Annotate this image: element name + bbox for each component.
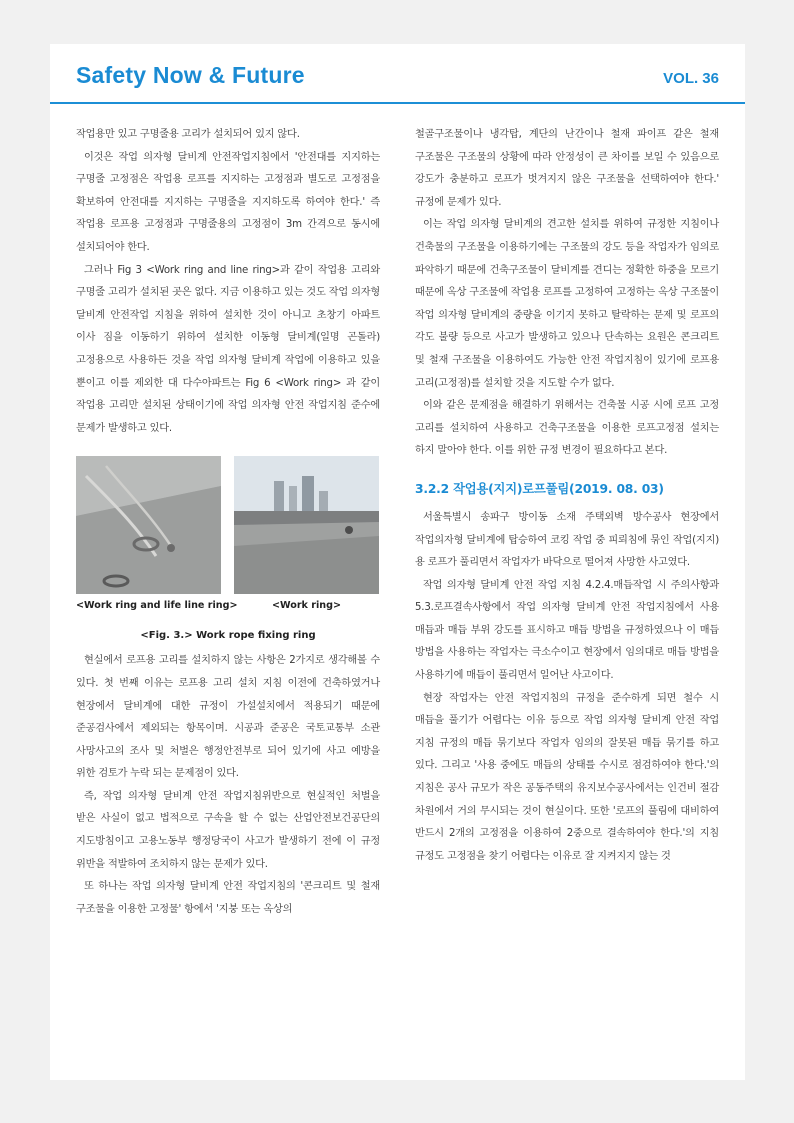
figure-block [76, 450, 380, 650]
paragraph: 서울특별시 송파구 방이동 소재 주택외벽 방수공사 현장에서 작업의자형 달비계에 탑승하여 코킹 작업 중 피뢰침에 묶인 작업(지지)용 로프가 풀리면서 작업자가 바닥으로 떨어져 사망한 사고였다. [415, 511, 719, 569]
page-header [50, 44, 745, 104]
photo-work-ring-and-life-line-ring [76, 456, 221, 594]
figure-caption: <Work ring> [271, 600, 342, 612]
magazine-title: Safety Now & Future [76, 62, 305, 88]
right-column [415, 124, 719, 868]
paragraph: 그러나 Fig 3 <Work ring and line ring>과 같이 작업용 고리와 구명줄 고리가 설치된 곳은 없다. 지금 이용하고 있는 것도 작업 의자형 달비계 안전작업 지침을 위하여 설치한 것이 아니고 초창기 아파트 이사 짐을 이동하기 위하여 설치한 이동형 달비계(일명 곤돌라) 고정용으로 사용하든 것을 작업 의자형 달비계 작업에 이용하고 있을 뿐이고 이를 제외한 대 다수아파트는 Fig 6 <Work ring> 과 같이 작업용 고리만 설치된 상태이기에 작업 의자형 안전 작업지침 준수에 문제가 발생하고 있다. [76, 264, 380, 434]
paragraph: 철골구조물이나 냉각탑, 계단의 난간이나 철재 파이프 같은 철재 구조물은 구조물의 상황에 따라 안정성이 큰 차이를 보일 수 있음으로 강도가 충분하고 로프가 벗겨지지 않은 구조물을 선택하여야 한다.' 규정에 문제가 있다. [415, 129, 719, 208]
volume-number: VOL. 36 [663, 70, 719, 87]
paragraph: 또 하나는 작업 의자형 달비계 안전 작업지침의 '콘크리트 및 철재 구조물을 이용한 고정물' 항에서 '지붕 또는 옥상의 [76, 881, 380, 915]
paragraph: 현실에서 로프용 고리를 설치하지 않는 사항은 2가지로 생각해볼 수 있다. 첫 번째 이유는 로프용 고리 설치 지침 이전에 건축하였거나 현장에서 달비계에 대한 규정이 가설설치에서 적용되기 때문에 준공검사에서 제외되는 항목이며. 시공과 준공은 국토교통부 소관 사망사고의 조사 및 처벌은 행정안전부로 되어 있기에 사고 예방을 위한 검토가 누락 되는 문제점이 있다. [76, 655, 380, 780]
left-column [76, 124, 380, 921]
figure-title: <Fig. 3.> Work rope fixing ring [140, 630, 316, 642]
section-heading: 3.2.2 작업용(지지)로프풀림(2019. 08. 03) [415, 481, 664, 496]
paragraph: 이와 같은 문제점을 해결하기 위해서는 건축물 시공 시에 로프 고정 고리를 설치하여 사용하고 건축구조물을 이용한 로프고정점 설치는 하지 말아야 한다. 이를 위한 규정 변경이 필요하다고 본다. [415, 400, 719, 457]
paragraph: 작업용만 있고 구명줄용 고리가 설치되어 있지 않다. [76, 129, 300, 140]
paragraph: 현장 작업자는 안전 작업지침의 규정을 준수하게 되면 철수 시 매듭을 풀기가 어렵다는 이유 등으로 작업 의자형 달비계 안전 작업 지침 규정의 매듭 묶기보다 작업자 임의의 잘못된 매듭 묶기를 하고 있다. 그리고 '사용 중에도 매듭의 상태를 수시로 점검하여야 한다.'의 지침은 공사 규모가 작은 공동주택의 유지보수공사에서는 인건비 절감 차원에서 거의 무시되는 것이 현실이다. 또한 '로프의 풀림에 대비하여 반드시 2개의 고정점을 이용하여 2중으로 결속하여야 한다.'의 지침 규정도 고정점을 찾기 어렵다는 이유로 잘 지켜지지 않는 것 [415, 692, 719, 862]
paragraph: 즉, 작업 의자형 달비계 안전 작업지침위반으로 현실적인 처벌을 받은 사실이 없고 법적으로 구속을 할 수 없는 산업안전보건공단의 지도방침이고 고용노동부 행정당국이 사고가 발생하기 전에 이 규정 위반을 적발하여 조치하지 않는 문제가 있다. [76, 790, 380, 870]
paragraph: 작업 의자형 달비계 안전 작업 지침 4.2.4.매듭작업 시 주의사항과 5.3.로프결속사항에서 작업 의자형 달비계 안전 작업지침에서 사용 매듭과 매듭 부위 강도를 표시하고 매듭 방법을 규정하였으나 이 매듭 방법을 사용하는 작업자는 극소수이고 현장에서 임의대로 매듭 방법을 사용하기에 매듭이 풀리면서 일어난 사고이다. [415, 579, 719, 682]
figure-caption: <Work ring and life line ring> [76, 600, 238, 612]
photo-work-ring [234, 456, 379, 594]
document-page [50, 44, 745, 1080]
paragraph: 이는 작업 의자형 달비계의 견고한 설치를 위하여 규정한 지침이나 건축물의 구조물을 이용하기에는 구조물의 강도 등을 작업자가 임의로 파악하기 때문에 건축구조물이 달비계를 견디는 정확한 하중을 모르기 때문에 옥상 구조물에 작업용 로프를 고정하여 고정하는 옥상 구조물이 작업 의자형 달비계의 중량을 이기지 못하고 탈락하는 문제 및 로프의 각도 불량 등으로 사고가 발생하고 있으나 단속하는 요원은 콘크리트 및 철재 구조물을 이용하여도 가능한 안전 작업지침이 있기에 로프용 고리(고정점)를 설치할 것을 지도할 수가 없다. [415, 219, 719, 389]
paragraph: 이것은 작업 의자형 달비계 안전작업지침에서 '안전대를 지지하는 구명줄 고정점은 작업용 로프를 지지하는 고정점과 별도로 고정점을 확보하여 안전대를 지지하는 구명줄을 지지하도록 하여야 한다.' 즉 작업용 로프용 고정점과 구명줄용의 고정점이 3m 간격으로 동시에 설치되어야 한다. [76, 151, 380, 253]
